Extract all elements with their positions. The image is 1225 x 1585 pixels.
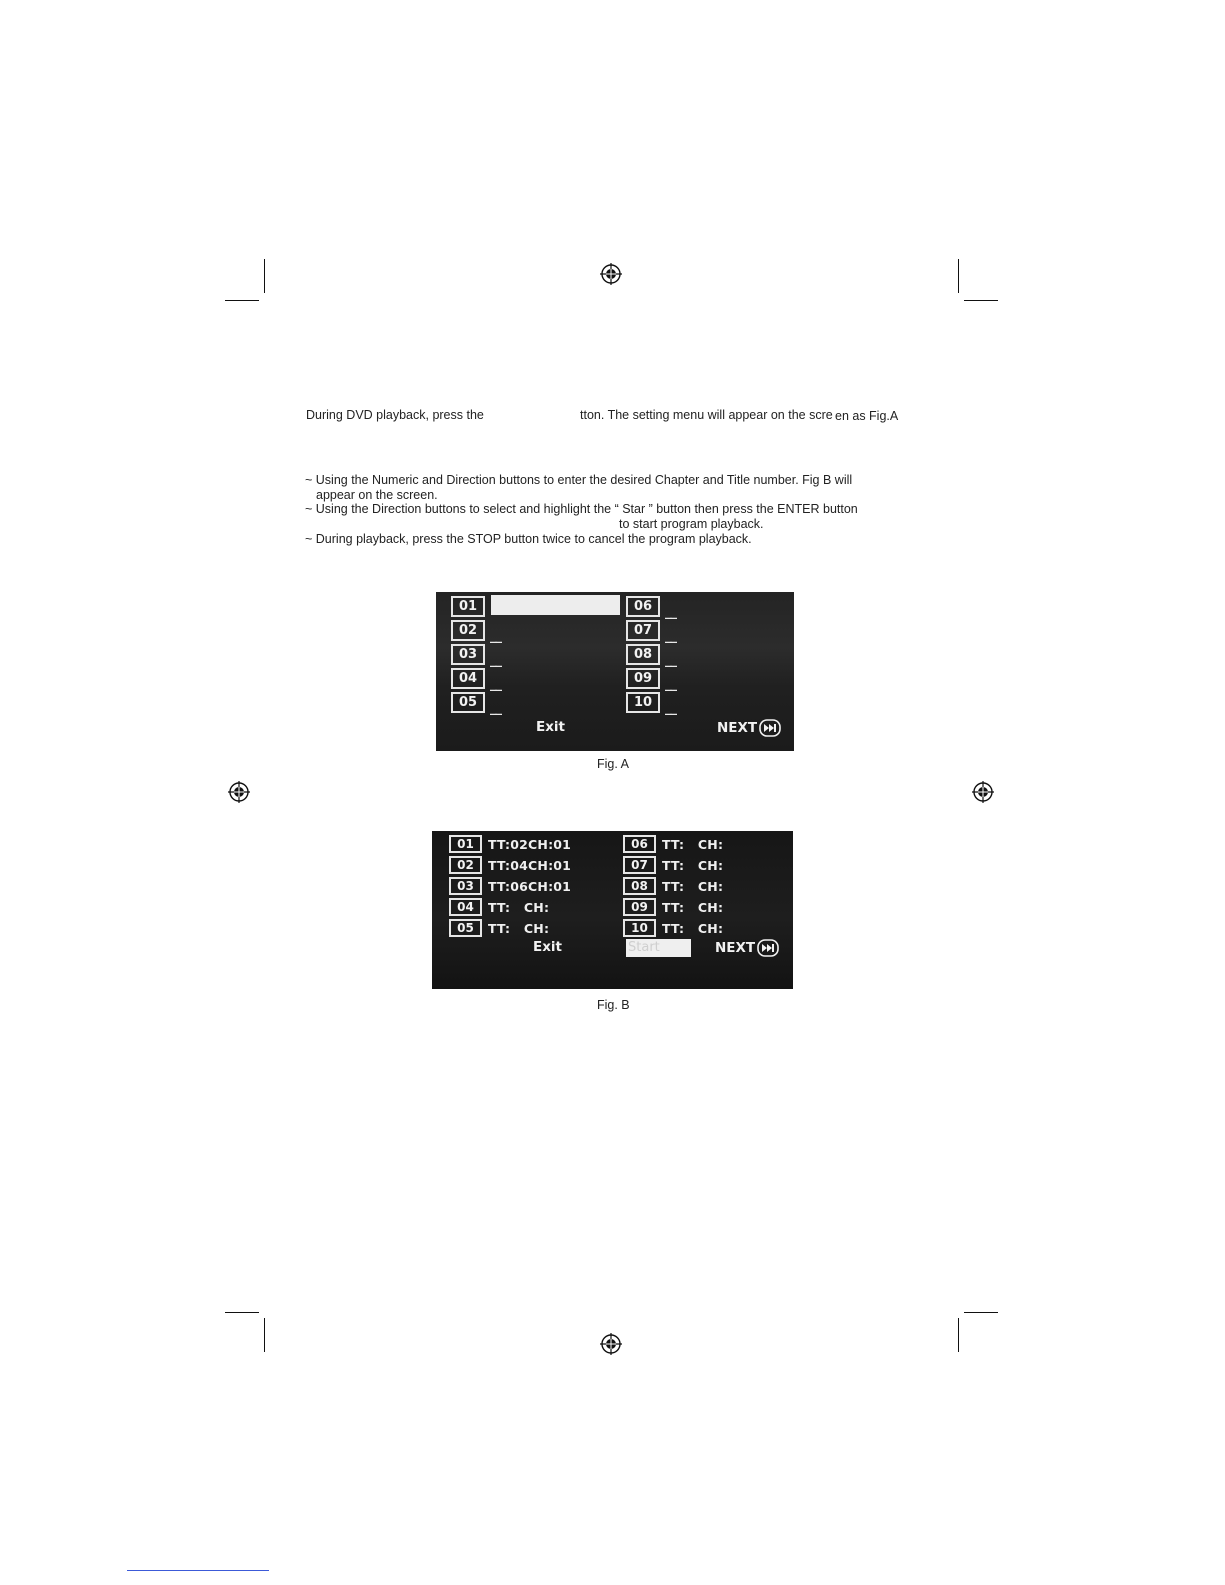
slot-value: __ (665, 628, 676, 644)
program-slot-02[interactable] (449, 856, 571, 874)
program-slot-09[interactable] (626, 669, 676, 692)
program-slot-04[interactable] (451, 669, 501, 692)
program-slot-10[interactable] (626, 693, 676, 716)
exit-button[interactable]: Exit (533, 939, 563, 955)
slot-number: 05 (449, 919, 482, 937)
program-slot-06[interactable] (623, 835, 723, 853)
slot-value: TT: CH: (662, 920, 724, 936)
slot-number: 04 (449, 898, 482, 916)
program-slot-03[interactable] (451, 645, 501, 668)
slot-value: __ (490, 700, 501, 716)
slot-value: __ (665, 604, 676, 620)
slot-number: 10 (623, 919, 656, 937)
instruction-bullet-1: ~ Using the Numeric and Direction buttons to enter the desired Chapter and Title number. Fig B will (305, 473, 853, 487)
slot-number: 06 (626, 596, 660, 617)
instruction-bullet-2-continued: to start program playback. (619, 517, 764, 531)
slot-value: TT: CH: (662, 899, 724, 915)
slot-value: TT: CH: (488, 920, 550, 936)
slot-number: 05 (451, 692, 485, 713)
program-slot-07[interactable] (626, 621, 676, 644)
instruction-line-1-middle: tton. The setting menu will appear on the scre (580, 408, 833, 422)
next-button[interactable] (717, 719, 781, 737)
program-slot-08[interactable] (626, 645, 676, 668)
instruction-bullet-1-continued: appear on the screen. (316, 488, 438, 502)
instruction-bullet-3: ~ During playback, press the STOP button twice to cancel the program playback. (305, 532, 752, 546)
crop-mark-top-right-horizontal (964, 300, 998, 301)
program-slot-05[interactable] (449, 919, 549, 937)
crop-mark-bottom-right-horizontal (964, 1312, 998, 1313)
program-slot-08[interactable] (623, 877, 723, 895)
skip-next-icon (759, 719, 781, 737)
slot-value: __ (490, 628, 501, 644)
next-label: NEXT (717, 720, 758, 736)
crop-mark-top-left-vertical (264, 259, 265, 293)
bottom-underline-link (127, 1570, 269, 1571)
slot-number: 08 (626, 644, 660, 665)
slot-number: 02 (449, 856, 482, 874)
slot-number: 10 (626, 692, 660, 713)
program-slot-01[interactable] (451, 597, 485, 615)
slot-value: __ (490, 652, 501, 668)
program-slot-06[interactable] (626, 597, 676, 620)
slot-number: 01 (451, 596, 485, 617)
slot-number: 04 (451, 668, 485, 689)
program-slot-01[interactable] (449, 835, 571, 853)
instruction-bullet-2: ~ Using the Direction buttons to select and highlight the “ Star ” button then press the ENTER button (305, 502, 858, 516)
slot-number: 06 (623, 835, 656, 853)
crop-mark-top-left-horizontal (225, 300, 259, 301)
figure-caption-b: Fig. B (597, 998, 630, 1012)
figure-caption-a: Fig. A (597, 757, 629, 771)
registration-mark-top-icon (600, 263, 622, 285)
registration-mark-left-icon (228, 781, 250, 803)
program-slot-05[interactable] (451, 693, 501, 716)
slot-01-highlight (491, 595, 620, 615)
instruction-line-1-start: During DVD playback, press the (306, 408, 484, 422)
program-menu-screen-fig-b (432, 831, 793, 989)
program-slot-03[interactable] (449, 877, 571, 895)
slot-value: TT: CH: (662, 836, 724, 852)
next-button[interactable] (715, 939, 779, 957)
slot-value: TT: CH: (488, 899, 550, 915)
slot-number: 07 (623, 856, 656, 874)
slot-value: __ (665, 676, 676, 692)
slot-value: TT: CH: (662, 878, 724, 894)
exit-button[interactable]: Exit (536, 719, 566, 735)
program-slot-02[interactable] (451, 621, 501, 644)
registration-mark-right-icon (972, 781, 994, 803)
slot-value: TT:02CH:01 (488, 836, 572, 852)
slot-value: __ (665, 700, 676, 716)
slot-number: 07 (626, 620, 660, 641)
program-menu-screen-fig-a (436, 592, 794, 751)
crop-mark-bottom-left-vertical (264, 1318, 265, 1352)
program-slot-07[interactable] (623, 856, 723, 874)
slot-number: 01 (449, 835, 482, 853)
crop-mark-top-right-vertical (958, 259, 959, 293)
slot-number: 03 (449, 877, 482, 895)
slot-value: __ (490, 676, 501, 692)
crop-mark-bottom-right-vertical (958, 1318, 959, 1352)
program-slot-10[interactable] (623, 919, 723, 937)
slot-number: 08 (623, 877, 656, 895)
slot-number: 09 (626, 668, 660, 689)
instruction-line-1-end: en as Fig.A (835, 409, 899, 423)
start-button[interactable]: Start (626, 939, 691, 957)
next-label: NEXT (715, 940, 756, 956)
registration-mark-bottom-icon (600, 1333, 622, 1355)
slot-number: 02 (451, 620, 485, 641)
program-slot-04[interactable] (449, 898, 549, 916)
slot-value: TT: CH: (662, 857, 724, 873)
skip-next-icon (757, 939, 779, 957)
slot-number: 09 (623, 898, 656, 916)
program-slot-09[interactable] (623, 898, 723, 916)
crop-mark-bottom-left-horizontal (225, 1312, 259, 1313)
slot-value: TT:04CH:01 (488, 857, 572, 873)
slot-number: 03 (451, 644, 485, 665)
slot-value: __ (665, 652, 676, 668)
slot-value: TT:06CH:01 (488, 878, 572, 894)
